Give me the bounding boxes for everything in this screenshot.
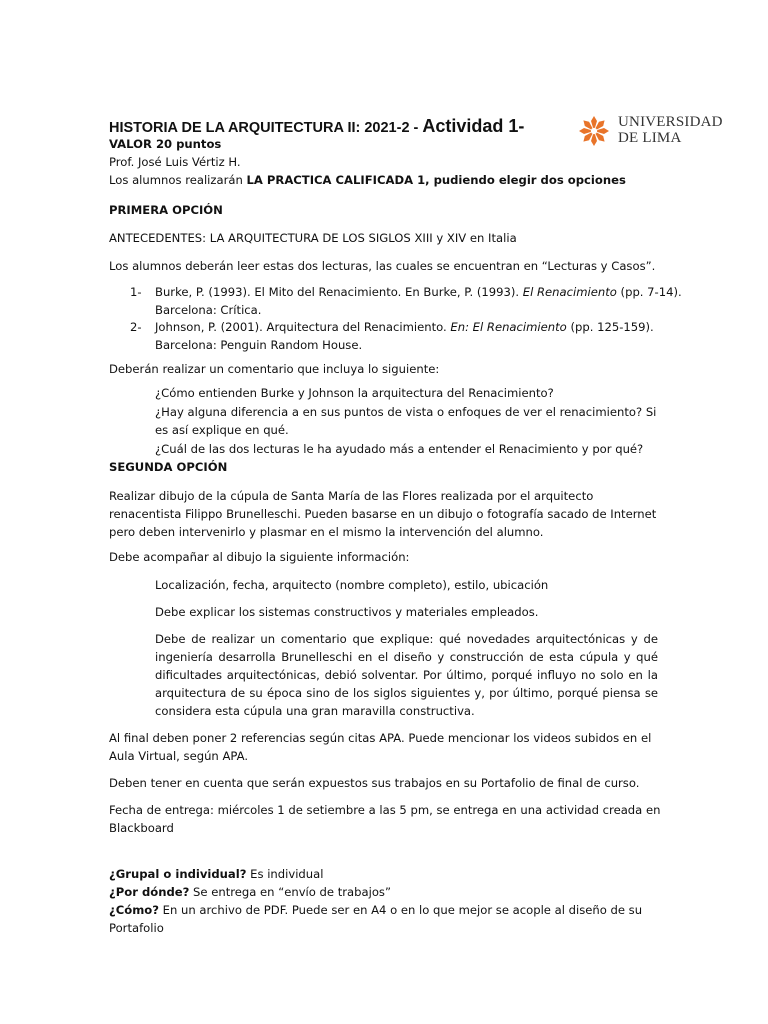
- logo-line-1: UNIVERSIDAD: [618, 114, 723, 130]
- star-logo-icon: [578, 115, 610, 147]
- intro-line: [109, 171, 626, 189]
- question-2-line-1: ¿Hay alguna diferencia a en sus puntos de vista o enfoques de ver el renacimiento? Si: [155, 405, 657, 419]
- reference-text: [155, 283, 687, 319]
- logo-line-2: DE LIMA: [618, 130, 682, 146]
- reference-italic: En: El Renacimiento: [450, 320, 567, 334]
- info-item-3: Debe de realizar un comentario que explique: qué novedades arquitectónicas y de ingeniería desarrolla Brunelleschi en el diseño y construcción de esta cúpula y qué dificultades arquitectónicas, debió solventar. Por último, porqué influyo no solo en la arquitectura de su época sino de los siglos siguientes y, por último, porqué piensa se considera esta cúpula una gran maravilla constructiva.: [155, 632, 658, 718]
- reference-number: 2-: [130, 320, 142, 334]
- reference-pre: Johnson, P. (2001). Arquitectura del Renacimiento.: [155, 320, 451, 334]
- faq-label: ¿Cómo?: [109, 903, 159, 917]
- question-2-line-2: es así explique en qué.: [155, 423, 289, 437]
- value-line: VALOR 20 puntos: [109, 137, 222, 151]
- second-paragraph-2: Debe acompañar al dibujo la siguiente información:: [109, 550, 410, 564]
- professor-line: Prof. José Luis Vértiz H.: [109, 155, 241, 169]
- page-title: [109, 116, 524, 137]
- faq-label: ¿Grupal o individual?: [109, 867, 247, 881]
- title-main: HISTORIA DE LA ARQUITECTURA II: 2021-2 -: [109, 120, 423, 136]
- second-option-heading: SEGUNDA OPCIÓN: [109, 460, 228, 474]
- intro-bold: LA PRACTICA CALIFICADA 1, pudiendo elegir dos opciones: [246, 173, 626, 187]
- faq-question-3: [109, 901, 661, 937]
- reference-pre: Burke, P. (1993). El Mito del Renacimiento. En Burke, P. (1993).: [155, 285, 523, 299]
- delivery-date: Fecha de entrega: miércoles 1 de setiembre a las 5 pm, se entrega en una actividad creada en Blackboard: [109, 803, 661, 835]
- faq-label: ¿Por dónde?: [109, 885, 190, 899]
- info-item-1: Localización, fecha, arquitecto (nombre completo), estilo, ubicación: [155, 578, 549, 592]
- readings-line: Los alumnos deberán leer estas dos lecturas, las cuales se encuentran en “Lecturas y Casos”.: [109, 259, 656, 273]
- university-logo: [578, 112, 723, 150]
- info-item-2: Debe explicar los sistemas constructivos y materiales empleados.: [155, 605, 539, 619]
- faq-answer: Es individual: [246, 867, 324, 881]
- reference-italic: El Renacimiento: [522, 285, 617, 299]
- question-1: ¿Cómo entienden Burke y Johnson la arquitectura del Renacimiento?: [155, 386, 554, 400]
- intro-pre: Los alumnos realizarán: [109, 173, 247, 187]
- faq-answer: Se entrega en “envío de trabajos”: [189, 885, 391, 899]
- logo-text: [618, 114, 723, 146]
- faq-answer: En un archivo de PDF. Puede ser en A4 o en lo que mejor se acople al diseño de su Portafolio: [109, 903, 643, 935]
- faq-question-2: [109, 883, 391, 901]
- first-option-heading: PRIMERA OPCIÓN: [109, 203, 223, 217]
- reference-text: [155, 318, 687, 354]
- reference-post: (pp. 125-159). Barcelona: Penguin Random House.: [155, 320, 654, 352]
- second-paragraph-3: Al final deben poner 2 referencias según citas APA. Puede mencionar los videos subidos en el Aula Virtual, según APA.: [109, 731, 652, 763]
- second-paragraph-4: Deben tener en cuenta que serán expuestos sus trabajos en su Portafolio de final de curso.: [109, 776, 640, 790]
- title-activity: Actividad 1-: [422, 116, 525, 136]
- reference-post: (pp. 7-14). Barcelona: Crítica.: [155, 285, 682, 317]
- second-paragraph-1: Realizar dibujo de la cúpula de Santa María de las Flores realizada por el arquitecto renacentista Filippo Brunelleschi. Pueden basarse en un dibujo o fotografía sacado de Internet pero deben intervenirlo y plasmar en el mismo la intervención del alumno.: [109, 489, 657, 539]
- question-3: ¿Cuál de las dos lecturas le ha ayudado más a entender el Renacimiento y por qué?: [155, 442, 644, 456]
- antecedents-line: ANTECEDENTES: LA ARQUITECTURA DE LOS SIGLOS XIII y XIV en Italia: [109, 231, 517, 245]
- faq-question-1: [109, 865, 323, 883]
- comment-intro: Deberán realizar un comentario que incluya lo siguiente:: [109, 362, 440, 376]
- reference-number: 1-: [130, 285, 142, 299]
